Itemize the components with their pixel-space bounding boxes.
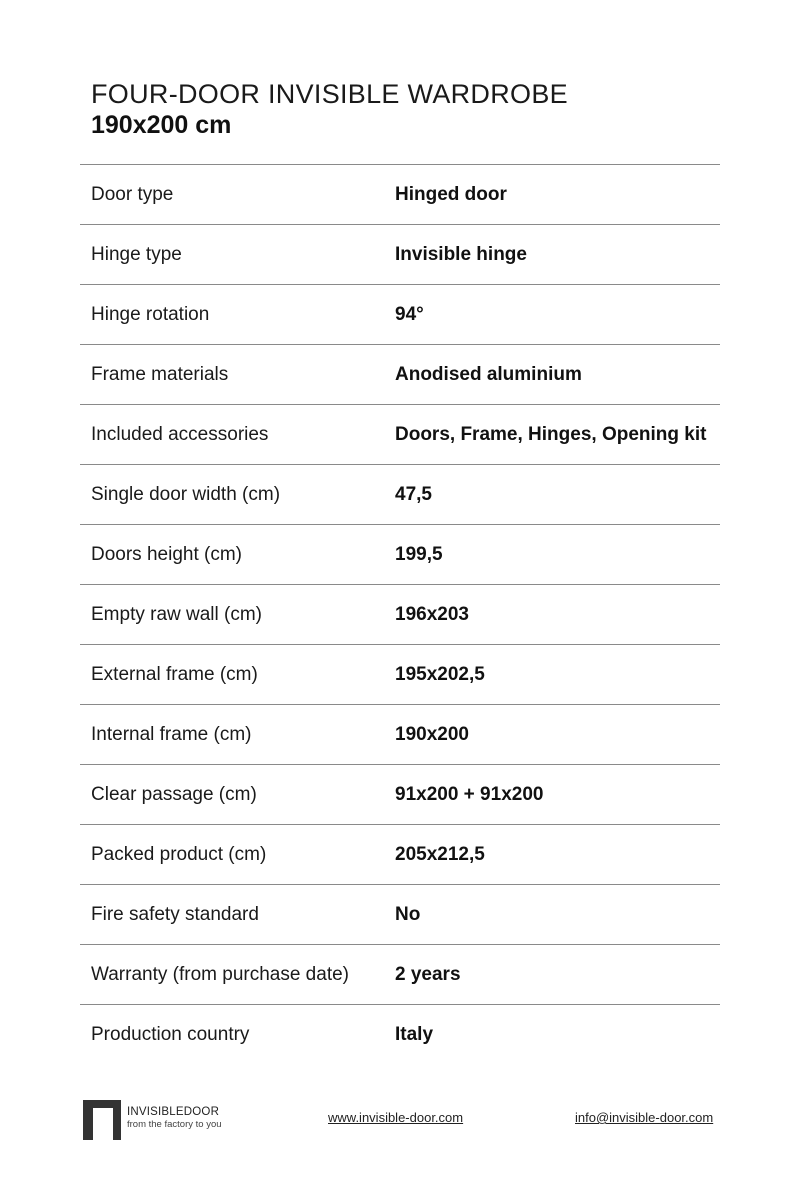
spec-row-single-door-width: [80, 465, 720, 525]
spec-row-clear-passage: [80, 765, 720, 825]
spec-row-empty-raw-wall: [80, 585, 720, 645]
spec-label: Hinge type: [91, 243, 182, 265]
spec-label: Included accessories: [91, 423, 269, 445]
brand-logo: [83, 1100, 222, 1140]
spec-label: Empty raw wall (cm): [91, 603, 263, 625]
spec-row-frame-materials: [80, 345, 720, 405]
spec-row-fire-safety-standard: [80, 885, 720, 945]
spec-label: Internal frame (cm): [91, 723, 252, 745]
logo-tagline: from the factory to you: [127, 1119, 222, 1130]
spec-label: Clear passage (cm): [91, 783, 257, 805]
spec-value: 205x212,5: [395, 843, 485, 865]
door-logo-icon: [83, 1100, 121, 1140]
spec-value: 47,5: [395, 483, 432, 505]
spec-row-hinge-type: [80, 225, 720, 285]
website-link[interactable]: www.invisible-door.com: [328, 1110, 464, 1125]
email-link[interactable]: info@invisible-door.com: [575, 1110, 714, 1125]
spec-value: Hinged door: [395, 183, 507, 205]
logo-name-part1: INVISIBLE: [127, 1106, 184, 1118]
page-subtitle: 190x200 cm: [91, 111, 232, 139]
spec-table: [80, 164, 720, 1065]
spec-value: 2 years: [395, 963, 461, 985]
header: [91, 78, 568, 140]
logo-name: [127, 1106, 222, 1119]
spec-row-door-type: [80, 165, 720, 225]
spec-value: Invisible hinge: [395, 243, 527, 265]
spec-row-doors-height: [80, 525, 720, 585]
logo-name-part2: DOOR: [183, 1106, 220, 1118]
spec-row-included-accessories: [80, 405, 720, 465]
spec-row-warranty: [80, 945, 720, 1005]
spec-row-production-country: [80, 1005, 720, 1065]
spec-value: No: [395, 903, 421, 925]
spec-value: 196x203: [395, 603, 469, 625]
spec-label: Hinge rotation: [91, 303, 210, 325]
spec-row-hinge-rotation: [80, 285, 720, 345]
spec-label: External frame (cm): [91, 663, 258, 685]
spec-label: Frame materials: [91, 363, 229, 385]
spec-label: Fire safety standard: [91, 903, 259, 925]
spec-row-internal-frame: [80, 705, 720, 765]
spec-row-packed-product: [80, 825, 720, 885]
spec-value: 190x200: [395, 723, 469, 745]
footer: [0, 1100, 800, 1144]
spec-label: Production country: [91, 1024, 250, 1045]
spec-label: Warranty (from purchase date): [91, 963, 349, 985]
logo-text: [127, 1106, 222, 1131]
spec-row-external-frame: [80, 645, 720, 705]
page-title: FOUR-DOOR INVISIBLE WARDROBE: [91, 79, 568, 109]
spec-value: 94°: [395, 303, 424, 325]
spec-value: Anodised aluminium: [395, 363, 582, 385]
spec-label: Door type: [91, 183, 174, 205]
spec-label: Single door width (cm): [91, 483, 281, 505]
spec-label: Packed product (cm): [91, 843, 267, 865]
spec-label: Doors height (cm): [91, 543, 242, 565]
spec-value: Doors, Frame, Hinges, Opening kit: [395, 423, 707, 445]
spec-value: 195x202,5: [395, 663, 485, 685]
spec-value: 91x200 + 91x200: [395, 783, 544, 805]
spec-value: Italy: [395, 1024, 434, 1045]
spec-value: 199,5: [395, 543, 443, 565]
